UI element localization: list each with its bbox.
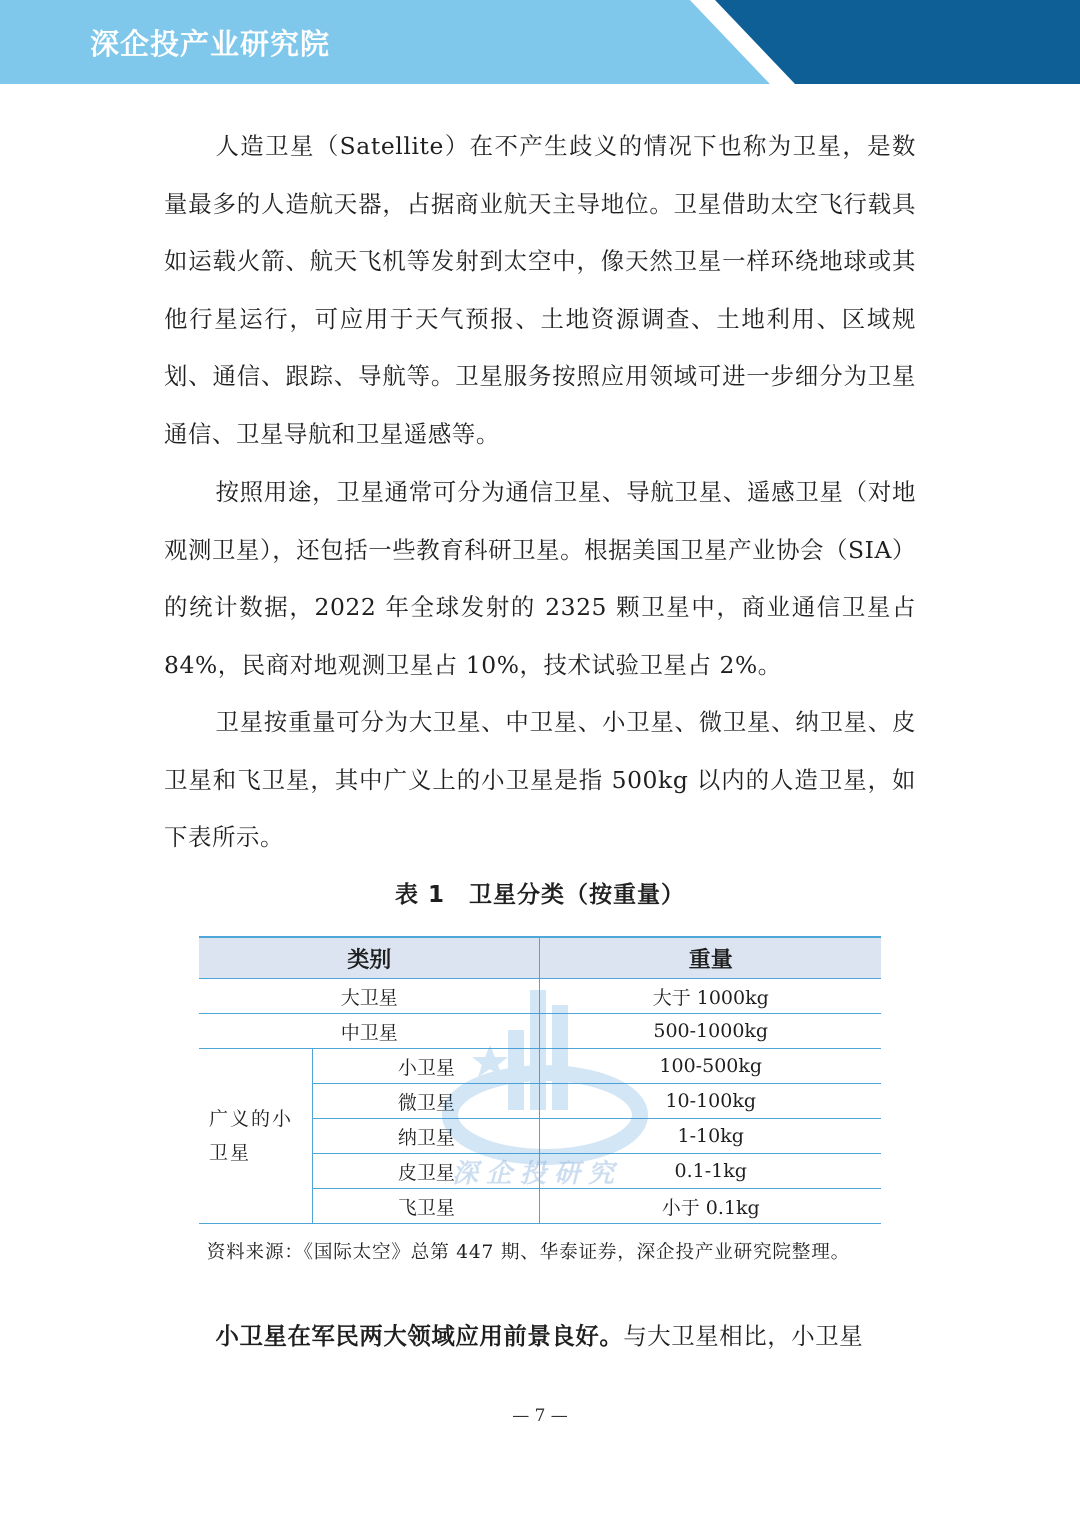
paragraph-1: 人造卫星（Satellite）在不产生歧义的情况下也称为卫星，是数量最多的人造航天器，占据商业航天主导地位。卫星借助太空飞行载具如运载火箭、航天飞机等发射到太空中，像天然卫星一样环绕地球或其他行星运行，可应用于天气预报、土地资源调查、土地利用、区域规划、通信、跟踪、导航等。卫星服务按照应用领域可进一步细分为卫星通信、卫星导航和卫星遥感等。 [164, 132, 916, 448]
table-row [199, 1049, 881, 1084]
table-cell-category: 纳卫星 [313, 1119, 540, 1154]
watermark-text: 深企投研究 [452, 1159, 623, 1189]
table-group-label: 广义的小卫星 [199, 1049, 313, 1224]
table-header-row [199, 937, 881, 979]
page-number: — 7 — [512, 1406, 568, 1426]
table-cell-weight: 500-1000kg [540, 1014, 881, 1049]
table-source-note: 资料来源：《国际太空》总第 447 期、华泰证券，深企投产业研究院整理。 [206, 1242, 850, 1263]
table-cell-weight: 100-500kg [540, 1049, 881, 1084]
table-cell-category: 中卫星 [199, 1014, 540, 1049]
table-cell-category: 微卫星 [313, 1084, 540, 1119]
paragraph-3: 卫星按重量可分为大卫星、中卫星、小卫星、微卫星、纳卫星、皮卫星和飞卫星，其中广义上的小卫星是指 500kg 以内的人造卫星，如下表所示。 [164, 708, 916, 852]
paragraph-4-rest: 与大卫星相比，小卫星 [623, 1322, 864, 1350]
paragraph-2: 按照用途，卫星通常可分为通信卫星、导航卫星、遥感卫星（对地观测卫星），还包括一些教育科研卫星。根据美国卫星产业协会（SIA）的统计数据，2022 年全球发射的 2325 颗卫星中，商业通信卫星占 84%，民商对地观测卫星占 10%，技术试验卫星占 2%。 [164, 478, 916, 679]
table-cell-weight: 0.1-1kg [540, 1154, 881, 1189]
table-caption-title: 卫星分类（按重量） [469, 882, 685, 908]
table-cell-category: 小卫星 [313, 1049, 540, 1084]
table-row [199, 1014, 881, 1049]
table-cell-weight: 1-10kg [540, 1119, 881, 1154]
table-row [199, 979, 881, 1014]
satellite-classification-table [199, 936, 881, 1224]
table-cell-category: 飞卫星 [313, 1189, 540, 1224]
table-cell-weight: 大于 1000kg [540, 979, 881, 1014]
header-banner [0, 0, 1080, 84]
table-cell-weight: 10-100kg [540, 1084, 881, 1119]
table-cell-category: 大卫星 [199, 979, 540, 1014]
table-cell-weight: 小于 0.1kg [540, 1189, 881, 1224]
table-cell-category: 皮卫星 [313, 1154, 540, 1189]
table-header-category: 类别 [199, 937, 540, 979]
paragraph-4-bold: 小卫星在军民两大领域应用前景良好。 [215, 1322, 624, 1350]
table-caption-number: 表 1 [394, 882, 445, 908]
paragraph-4 [164, 1308, 916, 1365]
org-name: 深企投产业研究院 [90, 27, 331, 61]
table-caption [0, 876, 1080, 909]
table-header-weight: 重量 [540, 937, 881, 979]
